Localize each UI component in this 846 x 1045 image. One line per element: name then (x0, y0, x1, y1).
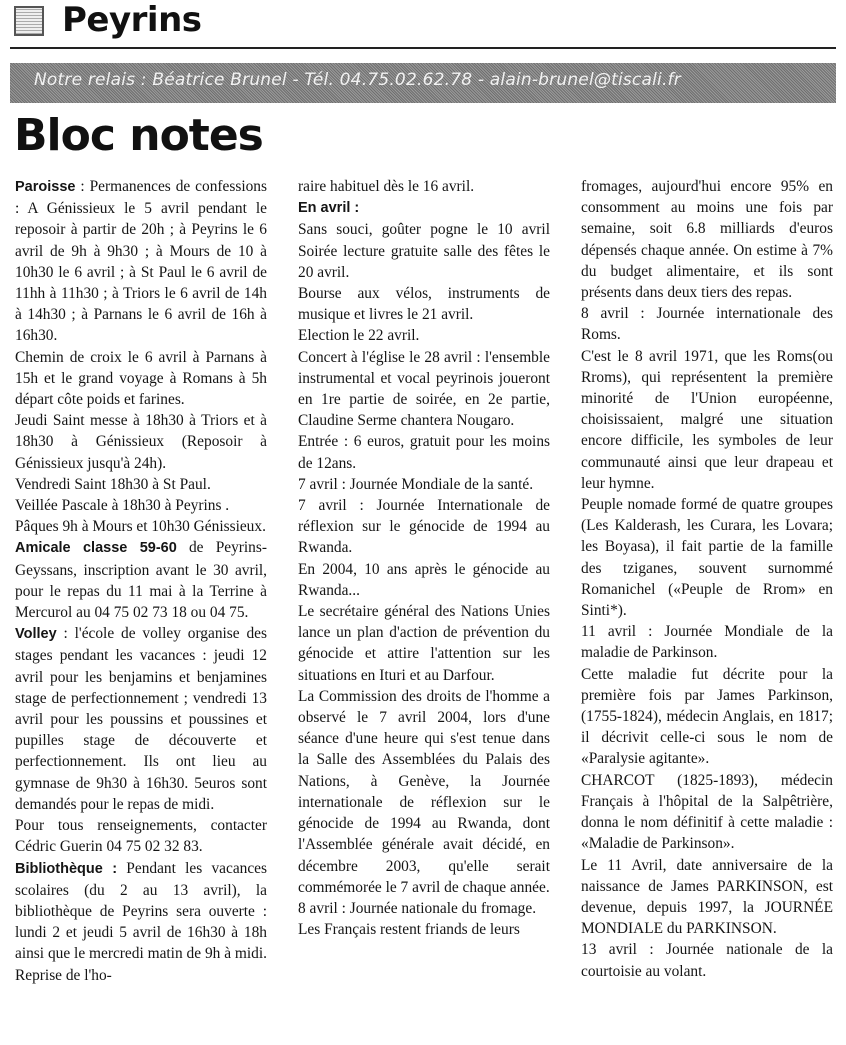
paragraph (298, 601, 550, 686)
paragraph (298, 325, 550, 346)
paragraph-heading: En avril : (298, 200, 360, 217)
section-square-icon (14, 6, 44, 36)
paragraph-text: Pâques 9h à Mours et 10h30 Génissieux. (15, 518, 266, 536)
paragraph (298, 495, 550, 559)
town-name: Peyrins (62, 0, 202, 40)
paragraph-text: Vendredi Saint 18h30 à St Paul. (15, 475, 211, 493)
paragraph-text: 11 avril : Journée Mondiale de la maladie de Parkinson. (581, 623, 833, 662)
contact-text: Notre relais : Béatrice Brunel - Tél. 04.75.02.62.78 - alain-brunel@tiscali.fr (34, 70, 681, 90)
paragraph-text: C'est le 8 avril 1971, que les Roms(ou Rroms), qui représentent la première minorité de l'Union européenne, choisissaient, malgré une situation encore difficile, les symboles de leur communauté ainsi que leur drapeau et leur hymne. (581, 347, 833, 492)
paragraph (15, 176, 267, 347)
paragraph (298, 219, 550, 283)
paragraph (581, 176, 833, 303)
paragraph-text: Les Français restent friands de leurs (298, 921, 520, 939)
paragraph-text: : Permanences de confessions : A Génissieux le 5 avril pendant le reposoir à partir de 20h ; à Peyrins le 6 avril de 9h à 9h30 ; à Mours de 10 à 10h30 le 6 avril ; à St Paul le 6 avril de 11hh à 11h30 ; à Triors le 6 avril de 14h à 14h30 ; à Parnans le 6 avril de 16h à 16h30. (15, 178, 267, 345)
paragraph (581, 770, 833, 855)
paragraph (581, 494, 833, 621)
paragraph-text: Pour tous renseignements, contacter Cédric Guerin 04 75 02 32 83. (15, 817, 267, 856)
paragraph (581, 303, 833, 345)
header-rule (10, 47, 836, 49)
paragraph-text: Cette maladie fut décrite pour la première fois par James Parkinson, (1755-1824), médecin Anglais, en 1817; il décrivit celle-ci sous le nom de «Paralysie agitante». (581, 665, 833, 768)
paragraph (298, 474, 550, 495)
paragraph (15, 410, 267, 474)
paragraph-text: Election le 22 avril. (298, 327, 420, 345)
paragraph-text: 8 avril : Journée internationale des Roms. (581, 305, 833, 344)
paragraph-text: Peuple nomade formé de quatre groupes (Les Kalderash, les Curara, les Lovara; les Boyasa), il fait partie de la famille des tziganes, souvent surnommé Romanichel («Peuple de Rrom» en Sinti*). (581, 496, 833, 620)
paragraph-text: Veillée Pascale à 18h30 à Peyrins . (15, 497, 230, 515)
paragraph-text: 7 avril : Journée Internationale de réflexion sur le génocide de 1994 au Rwanda. (298, 497, 550, 557)
paragraph (15, 474, 267, 495)
paragraph-heading: Volley (15, 626, 57, 643)
paragraph (581, 939, 833, 981)
paragraph-text: Pendant les vacances scolaires (du 2 au 13 avril), la bibliothèque de Peyrins sera ouverte : lundi 2 et jeudi 5 avril de 16h30 à 18h ainsi que le mercredi matin de 9h à midi. Reprise de l'ho- (15, 859, 267, 984)
column-3 (581, 176, 833, 982)
paragraph (15, 623, 267, 815)
paragraph-text: En 2004, 10 ans après le génocide au Rwanda... (298, 560, 550, 599)
paragraph-text: Bourse aux vélos, instruments de musique et livres le 21 avril. (298, 285, 550, 324)
paragraph (298, 559, 550, 601)
paragraph-heading: Bibliothèque : (15, 860, 118, 877)
paragraph (15, 858, 267, 986)
paragraph-text: : l'école de volley organise des stages pendant les vacances : jeudi 12 avril pour les benjamins et benjamines stage de perfectionnement ; vendredi 13 avril pour les poussins et poussines et pupilles stage de découverte et perfectionnement. Ils ont lieu au gymnase de 9h30 à 16h30. 5euros sont demandés pour le repas de midi. (15, 625, 267, 813)
column-1 (15, 176, 267, 986)
paragraph (581, 346, 833, 494)
paragraph-heading: Amicale classe 59-60 (15, 540, 177, 557)
paragraph-heading: Paroisse (15, 179, 76, 195)
paragraph (298, 176, 550, 197)
paragraph (298, 347, 550, 432)
contact-band (10, 63, 836, 103)
paragraph-text: Entrée : 6 euros, gratuit pour les moins de 12ans. (298, 433, 550, 472)
paragraph-text: La Commission des droits de l'homme a observé le 7 avril 2004, lors d'une séance d'une heure qui s'est tenue dans la Salle des Assemblées du Palais des Nations, à Genève, la Journée internationale de réflexion sur le génocide de 1994 au Rwanda, dont l'Assemblée générale avait décidé, en décembre 2003, qu'elle serait commémorée le 7 avril de chaque année. (298, 687, 550, 896)
paragraph (581, 664, 833, 770)
paragraph-text: Concert à l'église le 28 avril : l'ensemble instrumental et vocal peyrinois joueront en 1re partie de soirée, en 2e partie, Claudine Serme chantera Nougaro. (298, 348, 550, 430)
column-2 (298, 176, 550, 940)
paragraph-text: Jeudi Saint messe à 18h30 à Triors et à 18h30 à Génissieux (Reposoir à Génissieux jusqu'à 24h). (15, 412, 267, 472)
paragraph-text: raire habituel dès le 16 avril. (298, 178, 475, 195)
paragraph (15, 516, 267, 537)
paragraph (298, 197, 550, 219)
paragraph-text: 7 avril : Journée Mondiale de la santé. (298, 475, 534, 493)
paragraph-text: Le 11 Avril, date anniversaire de la naissance de James PARKINSON, est devenue, depuis 1997, la JOURNÉE MONDIALE du PARKINSON. (581, 856, 833, 938)
paragraph-text: 13 avril : Journée nationale de la courtoisie au volant. (581, 941, 833, 980)
article-title: Bloc notes (14, 110, 263, 161)
paragraph-text: CHARCOT (1825-1893), médecin Français à l'hôpital de la Salpêtrière, donna le nom définitif à cette maladie : «Maladie de Parkinson». (581, 771, 833, 853)
paragraph (15, 815, 267, 857)
page-header (10, 2, 836, 42)
paragraph (15, 347, 267, 411)
paragraph (298, 686, 550, 898)
paragraph-text: Le secrétaire général des Nations Unies lance un plan d'action de prévention du génocide et attire l'attention sur les situations en Ituri et au Darfour. (298, 603, 550, 684)
paragraph (298, 431, 550, 473)
paragraph (581, 621, 833, 663)
paragraph-text: Sans souci, goûter pogne le 10 avril Soirée lecture gratuite salle des fêtes le 20 avril. (298, 221, 550, 281)
paragraph (15, 495, 267, 516)
paragraph (581, 855, 833, 940)
paragraph (298, 919, 550, 940)
paragraph-text: de Peyrins-Geyssans, inscription avant le 30 avril, pour le repas du 11 mai à la Terrine à Mercurol au 04 75 02 73 18 ou 04 75. (15, 539, 267, 622)
paragraph-text: 8 avril : Journée nationale du fromage. (298, 899, 537, 917)
paragraph (298, 283, 550, 325)
paragraph-text: fromages, aujourd'hui encore 95% en consomment au moins une fois par semaine, soit 6.8 milliards d'euros dépensés chaque année. On estime à 7% du budget alimentaire, et ils sont présents dans deux tiers des repas. (581, 178, 833, 302)
paragraph (15, 537, 267, 623)
paragraph (298, 898, 550, 919)
paragraph-text: Chemin de croix le 6 avril à Parnans à 15h et le grand voyage à Romans à 5h départ côte poids et farines. (15, 348, 267, 409)
